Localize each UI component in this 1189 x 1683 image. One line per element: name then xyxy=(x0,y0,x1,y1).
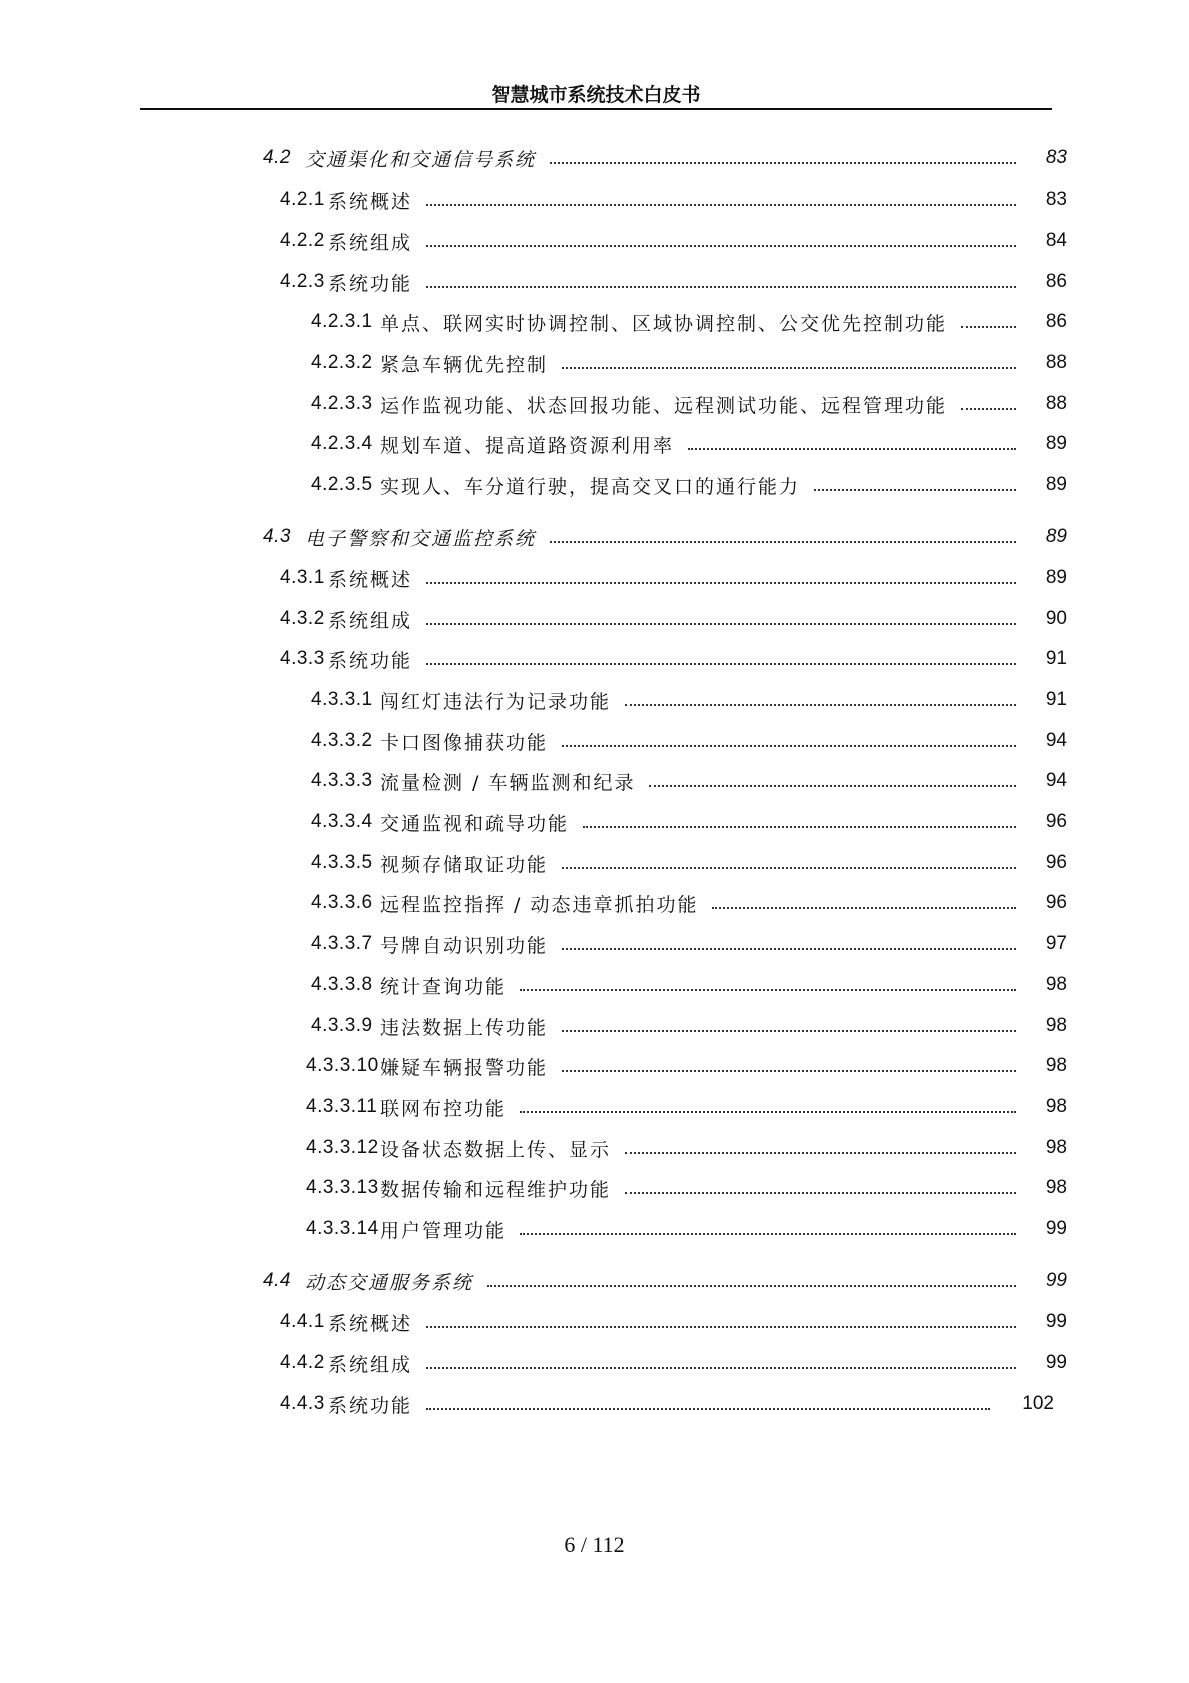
toc-entry-page: 90 xyxy=(1045,608,1067,629)
toc-entry-title: 系统概述 xyxy=(328,190,413,213)
toc-dot-leader xyxy=(562,367,1016,369)
toc-entry-page: 88 xyxy=(1045,352,1067,373)
toc-entry-4-2-3-3[interactable] xyxy=(0,390,1189,418)
toc-entry-page: 89 xyxy=(1045,474,1067,495)
toc-dot-leader xyxy=(562,948,1016,950)
toc-entry-title: 交通渠化和交通信号系统 xyxy=(305,148,537,171)
toc-entry-title: 规划车道、提高道路资源利用率 xyxy=(380,434,675,457)
toc-entry-page: 98 xyxy=(1045,1177,1067,1198)
toc-entry-title: 动态交通服务系统 xyxy=(305,1271,474,1294)
toc-entry-4-3-3-5[interactable] xyxy=(0,849,1189,877)
toc-entry-4-3-3-8[interactable] xyxy=(0,971,1189,999)
toc-dot-leader xyxy=(520,1111,1016,1113)
toc-entry-4-3-3-6[interactable] xyxy=(0,889,1189,917)
toc-entry-number: 4.2.3.5 xyxy=(311,474,373,495)
toc-entry-4-3-3-14[interactable] xyxy=(0,1215,1189,1243)
toc-dot-leader xyxy=(562,1030,1016,1032)
toc-entry-title: 实现人、车分道行驶，提高交叉口的通行能力 xyxy=(380,475,801,498)
toc-entry-title: 交通监视和疏导功能 xyxy=(380,812,570,835)
toc-entry-number: 4.3.3.8 xyxy=(311,974,373,995)
toc-dot-leader xyxy=(625,1152,1016,1154)
toc-entry-page: 89 xyxy=(1045,567,1067,588)
toc-entry-title: 违法数据上传功能 xyxy=(380,1016,549,1039)
toc-entry-title: 联网布控功能 xyxy=(380,1097,507,1120)
toc-dot-leader xyxy=(426,1326,1016,1328)
toc-dot-leader xyxy=(550,541,1016,543)
toc-entry-title: 系统概述 xyxy=(328,568,413,591)
toc-entry-page: 89 xyxy=(1045,526,1067,547)
toc-dot-leader xyxy=(426,623,1016,625)
toc-dot-leader xyxy=(487,1285,1016,1287)
toc-entry-title: 运作监视功能、状态回报功能、远程测试功能、远程管理功能 xyxy=(380,394,948,417)
toc-entry-4-3-3-2[interactable] xyxy=(0,727,1189,755)
toc-entry-4-3-3-3[interactable] xyxy=(0,767,1189,795)
toc-entry-number: 4.2 xyxy=(263,147,291,168)
page-number-footer: 6 / 112 xyxy=(564,1532,625,1557)
toc-entry-4-3-3-4[interactable] xyxy=(0,808,1189,836)
toc-entry-page: 99 xyxy=(1045,1352,1067,1373)
toc-entry-page: 98 xyxy=(1045,974,1067,995)
toc-entry-number: 4.3.3.13 xyxy=(306,1177,379,1198)
toc-entry-title: 统计查询功能 xyxy=(380,975,507,998)
toc-entry-title: 设备状态数据上传、显示 xyxy=(380,1138,612,1161)
toc-entry-page: 97 xyxy=(1045,933,1067,954)
toc-entry-4-4-3[interactable] xyxy=(0,1390,1189,1418)
toc-entry-number: 4.3.3.12 xyxy=(306,1137,379,1158)
toc-entry-page: 96 xyxy=(1045,892,1067,913)
toc-entry-page: 98 xyxy=(1045,1055,1067,1076)
toc-entry-number: 4.2.1 xyxy=(280,189,325,210)
toc-entry-title: 远程监控指挥 / 动态违章抓拍功能 xyxy=(380,893,699,916)
toc-entry-page: 84 xyxy=(1045,230,1067,251)
toc-dot-leader xyxy=(649,785,1016,787)
toc-entry-page: 98 xyxy=(1045,1096,1067,1117)
toc-entry-4-3-3-7[interactable] xyxy=(0,930,1189,958)
toc-entry-page: 99 xyxy=(1045,1270,1067,1291)
toc-entry-page: 89 xyxy=(1045,433,1067,454)
toc-dot-leader xyxy=(562,867,1016,869)
toc-entry-4-2-3-5[interactable] xyxy=(0,471,1189,499)
toc-entry-4-3-3-13[interactable] xyxy=(0,1174,1189,1202)
toc-entry-title: 系统功能 xyxy=(328,1394,413,1417)
toc-entry-number: 4.4.1 xyxy=(280,1311,325,1332)
toc-entry-4-2-1[interactable] xyxy=(0,186,1189,214)
toc-entry-number: 4.3.3.3 xyxy=(311,770,373,791)
toc-entry-number: 4.2.3.4 xyxy=(311,433,373,454)
toc-entry-number: 4.2.3.1 xyxy=(311,311,373,332)
toc-entry-title: 系统组成 xyxy=(328,1353,413,1376)
toc-dot-leader xyxy=(520,989,1016,991)
toc-entry-number: 4.4.2 xyxy=(280,1352,325,1373)
toc-dot-leader xyxy=(550,162,1016,164)
toc-entry-page: 91 xyxy=(1045,648,1067,669)
toc-entry-page: 91 xyxy=(1045,689,1067,710)
toc-dot-leader xyxy=(426,1408,990,1410)
toc-entry-number: 4.2.3 xyxy=(280,271,325,292)
toc-entry-title: 紧急车辆优先控制 xyxy=(380,353,549,376)
toc-entry-4-3-3-11[interactable] xyxy=(0,1093,1189,1121)
toc-entry-title: 单点、联网实时协调控制、区域协调控制、公交优先控制功能 xyxy=(380,312,948,335)
toc-entry-page: 98 xyxy=(1045,1137,1067,1158)
page-header-title: 智慧城市系统技术白皮书 xyxy=(491,84,701,106)
toc-entry-page: 86 xyxy=(1045,311,1067,332)
toc-entry-4-2-3-4[interactable] xyxy=(0,430,1189,458)
toc-entry-4-2-2[interactable] xyxy=(0,227,1189,255)
toc-dot-leader xyxy=(520,1233,1016,1235)
toc-entry-page: 83 xyxy=(1045,147,1067,168)
toc-entry-4-3-3-1[interactable] xyxy=(0,686,1189,714)
toc-entry-number: 4.4.3 xyxy=(280,1393,325,1414)
toc-entry-4-4-1[interactable] xyxy=(0,1308,1189,1336)
toc-entry-page: 96 xyxy=(1045,852,1067,873)
toc-entry-number: 4.3.3.6 xyxy=(311,892,373,913)
toc-entry-title: 系统功能 xyxy=(328,649,413,672)
toc-entry-page: 86 xyxy=(1045,271,1067,292)
toc-entry-4-3-3-12[interactable] xyxy=(0,1134,1189,1162)
toc-entry-number: 4.3.3.4 xyxy=(311,811,373,832)
toc-entry-number: 4.3.3.10 xyxy=(306,1055,379,1076)
toc-dot-leader xyxy=(426,582,1016,584)
header-divider xyxy=(140,108,1052,110)
toc-entry-4-2-3-2[interactable] xyxy=(0,349,1189,377)
toc-dot-leader xyxy=(814,489,1016,491)
toc-entry-title: 嫌疑车辆报警功能 xyxy=(380,1056,549,1079)
toc-entry-number: 4.3.1 xyxy=(280,567,325,588)
toc-entry-4-3-3-10[interactable] xyxy=(0,1052,1189,1080)
toc-entry-title: 视频存储取证功能 xyxy=(380,853,549,876)
toc-entry-page: 96 xyxy=(1045,811,1067,832)
toc-entry-title: 系统组成 xyxy=(328,609,413,632)
toc-dot-leader xyxy=(712,907,1016,909)
toc-entry-title: 流量检测 / 车辆监测和纪录 xyxy=(380,771,636,794)
toc-entry-title: 系统功能 xyxy=(328,272,413,295)
toc-dot-leader xyxy=(426,204,1016,206)
toc-entry-number: 4.3.2 xyxy=(280,608,325,629)
toc-entry-title: 系统组成 xyxy=(328,231,413,254)
toc-dot-leader xyxy=(562,745,1016,747)
toc-entry-page: 99 xyxy=(1045,1218,1067,1239)
toc-dot-leader xyxy=(583,826,1016,828)
toc-entry-number: 4.3.3.7 xyxy=(311,933,373,954)
toc-entry-number: 4.3.3.2 xyxy=(311,730,373,751)
toc-entry-number: 4.3.3 xyxy=(280,648,325,669)
toc-entry-4-2[interactable] xyxy=(0,144,1189,172)
toc-entry-page: 98 xyxy=(1045,1015,1067,1036)
toc-entry-4-2-3[interactable] xyxy=(0,268,1189,296)
toc-entry-number: 4.3.3.9 xyxy=(311,1015,373,1036)
toc-entry-title: 数据传输和远程维护功能 xyxy=(380,1178,612,1201)
toc-entry-4-3-3-9[interactable] xyxy=(0,1012,1189,1040)
toc-entry-4-3-2[interactable] xyxy=(0,605,1189,633)
toc-entry-4-4[interactable] xyxy=(0,1267,1189,1295)
toc-entry-number: 4.3 xyxy=(263,526,291,547)
toc-dot-leader xyxy=(426,286,1016,288)
toc-entry-page: 83 xyxy=(1045,189,1067,210)
toc-entry-page: 99 xyxy=(1045,1311,1067,1332)
toc-entry-title: 电子警察和交通监控系统 xyxy=(305,527,537,550)
toc-entry-title: 用户管理功能 xyxy=(380,1219,507,1242)
toc-entry-4-4-2[interactable] xyxy=(0,1349,1189,1377)
toc-entry-page: 94 xyxy=(1045,770,1067,791)
toc-entry-title: 闯红灯违法行为记录功能 xyxy=(380,690,612,713)
toc-dot-leader xyxy=(625,704,1016,706)
toc-entry-title: 系统概述 xyxy=(328,1312,413,1335)
toc-entry-number: 4.3.3.5 xyxy=(311,852,373,873)
toc-dot-leader xyxy=(562,1070,1016,1072)
toc-entry-number: 4.3.3.1 xyxy=(311,689,373,710)
toc-entry-number: 4.3.3.14 xyxy=(306,1218,379,1239)
toc-entry-4-3-1[interactable] xyxy=(0,564,1189,592)
toc-entry-page: 94 xyxy=(1045,730,1067,751)
toc-entry-number: 4.2.3.3 xyxy=(311,393,373,414)
toc-dot-leader xyxy=(426,1367,1016,1369)
toc-entry-4-2-3-1[interactable] xyxy=(0,308,1189,336)
toc-entry-number: 4.3.3.11 xyxy=(306,1096,378,1117)
toc-entry-page: 88 xyxy=(1045,393,1067,414)
toc-dot-leader xyxy=(688,448,1016,450)
toc-entry-number: 4.4 xyxy=(263,1270,291,1291)
toc-entry-title: 卡口图像捕获功能 xyxy=(380,731,549,754)
toc-entry-page: 102 xyxy=(1022,1393,1054,1414)
toc-dot-leader xyxy=(426,245,1016,247)
toc-entry-title: 号牌自动识别功能 xyxy=(380,934,549,957)
toc-entry-4-3[interactable] xyxy=(0,523,1189,551)
toc-dot-leader xyxy=(426,663,1016,665)
toc-entry-number: 4.2.2 xyxy=(280,230,325,251)
toc-entry-number: 4.2.3.2 xyxy=(311,352,373,373)
toc-entry-4-3-3[interactable] xyxy=(0,645,1189,673)
toc-dot-leader xyxy=(625,1192,1016,1194)
